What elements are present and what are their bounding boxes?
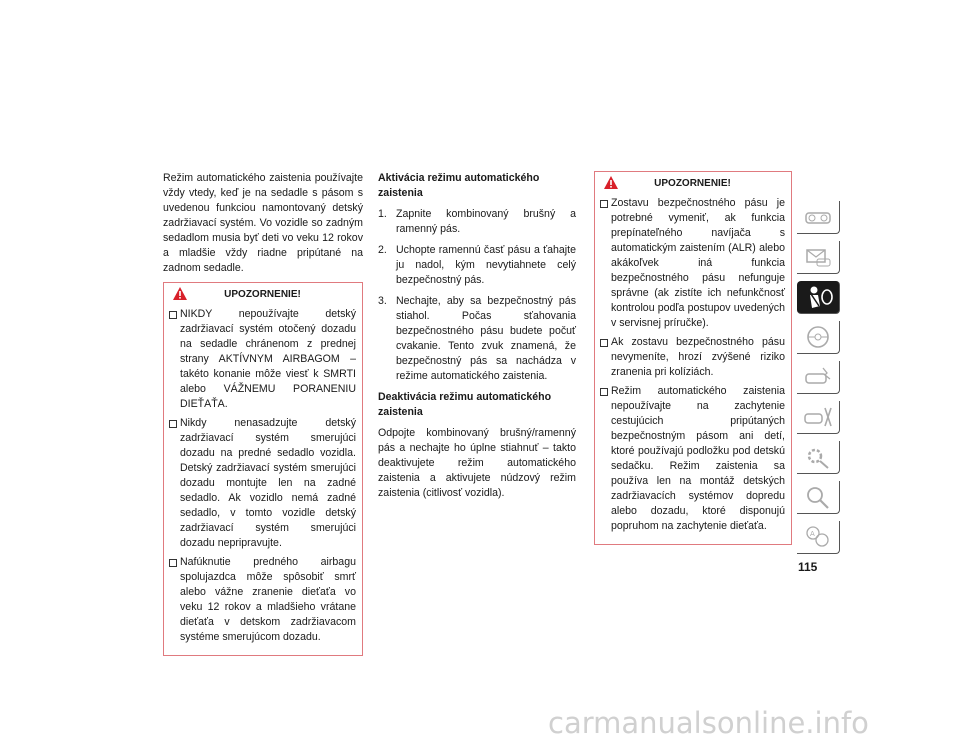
activation-heading: Aktivácia režimu automatického zaistenia <box>378 172 540 199</box>
column-right <box>594 171 792 545</box>
gear-wrench-icon <box>803 444 833 470</box>
checkbox-bullet-icon <box>169 420 177 428</box>
warning-title: UPOZORNENIE! <box>224 289 301 300</box>
checkbox-bullet-icon <box>600 388 608 396</box>
search-icon <box>803 484 833 510</box>
warning-header <box>169 283 356 307</box>
car-instrument-icon <box>803 204 833 230</box>
intro-paragraph: Režim automatického zaistenia používajte vždy vtedy, keď je na sedadle s pásom s uvedenou funkciou namontovaný detský zadržiavací systém. Vo vozidle so zadným sedadlom musia byť deti vo veku 12 rokov a mladšie vždy riadne pripútané na zadnom sedadle. <box>163 172 363 274</box>
step-item: 1. Zapnite kombinovaný brušný a ramenný pás. <box>378 208 576 235</box>
deactivation-paragraph: Odpojte kombinovaný brušný/ramenný pás a nechajte ho úplne stiahnuť – takto deaktivujete režim automatického zaistenia a aktivujete núdzový režim zaistenia (citlivosť vozidla). <box>378 427 576 499</box>
checkbox-bullet-icon <box>169 311 177 319</box>
warning-item: Režim automatického zaistenia nepoužívajte na zachytenie cestujúcich pripútaných bezpečnostným pásom ani detí, ktoré používajú podložku pod detskú sedačku. Režim zaistenia sa používa len na montáž detských zadržiavacích systémov dopredu alebo dozadu, ktoré disponujú popruhom na zachytenie dieťaťa. <box>600 384 785 534</box>
warning-item: Zostavu bezpečnostného pásu je potrebné vymeniť, ak funkcia prepínateľného navíjača s automatickým zaistením (ALR) alebo akákoľvek iná funkcia bezpečnostného pásu nefunguje správne (ak zistíte ich nefunkčnosť kontrolou podľa postupov uvedených v servisnej príručke). <box>600 196 785 331</box>
language-icon <box>803 524 833 550</box>
page-number: 115 <box>798 560 818 574</box>
warning-item: Nikdy nenasadzujte detský zadržiavací systém smerujúci dozadu na predné sedadlo vozidla. Detský zadržiavací systém smerujúci dozadu montujte len na zadné sedadlo. Ak vozidlo nemá zadné sedadlo, v tomto vozidle detský zadržiavací systém smerujúci dozadu nepripravujte. <box>169 416 356 551</box>
warning-box-right <box>594 171 792 545</box>
tab-car-tools[interactable] <box>797 401 840 434</box>
checkbox-bullet-icon <box>600 339 608 347</box>
warning-triangle-icon <box>172 286 188 301</box>
tab-car-instrument[interactable] <box>797 201 840 234</box>
seatbelt-airbag-icon <box>803 284 835 312</box>
deactivation-heading: Deaktivácia režimu automatického zaistenia <box>378 391 552 418</box>
warning-item: Nafúknutie predného airbagu spolujazdca môže spôsobiť smrť alebo vážne zranenie dieťaťa vo veku 12 rokov a mladšieho vrátane dieťaťa v detskom zadržiavacom systéme smerujúcom dozadu. <box>169 555 356 645</box>
checkbox-bullet-icon <box>600 200 608 208</box>
warning-box-left <box>163 282 363 656</box>
step-item: 3. Nechajte, aby sa bezpečnostný pás stiahol. Počas sťahovania bezpečnostného pásu budete počuť cvakanie. Tento zvuk znamená, že bezpečnostný pás sa nachádza v režime automatického zaistenia. <box>378 295 576 382</box>
checkbox-bullet-icon <box>169 559 177 567</box>
warning-header <box>600 172 785 196</box>
envelope-car-icon <box>803 244 833 270</box>
tab-envelope-car[interactable] <box>797 241 840 274</box>
tab-steering-wheel[interactable] <box>797 321 840 354</box>
tab-seatbelt-airbag[interactable] <box>797 281 840 314</box>
tab-car-crash[interactable] <box>797 361 840 394</box>
warning-title: UPOZORNENIE! <box>654 178 731 189</box>
column-left <box>163 171 363 656</box>
warning-item: NIKDY nepoužívajte detský zadržiavací systém otočený dozadu na sedadle chránenom z prednej strany AKTÍVNYM AIRBAGOM – takéto konanie môže viesť k SMRTI alebo VÁŽNEMU PORANENIU DIEŤAŤA. <box>169 307 356 412</box>
chapter-tabs <box>797 201 843 561</box>
car-tools-icon <box>803 404 833 430</box>
watermark-footer[interactable]: carmanualsonline.info <box>548 706 869 740</box>
car-crash-icon <box>803 364 833 390</box>
svg-text:A: A <box>810 530 815 538</box>
tab-gear-wrench[interactable] <box>797 441 840 474</box>
column-middle <box>378 171 576 501</box>
tab-language[interactable] <box>797 521 840 554</box>
tab-search[interactable] <box>797 481 840 514</box>
steering-wheel-icon <box>803 324 833 350</box>
warning-triangle-icon <box>603 175 619 190</box>
warning-item: Ak zostavu bezpečnostného pásu nevymeníte, hrozí zvýšené riziko zranenia pri kolíziách. <box>600 335 785 380</box>
step-item: 2. Uchopte ramennú časť pásu a ťahajte ju nadol, kým nevytiahnete celý bezpečnostný pás. <box>378 244 576 286</box>
